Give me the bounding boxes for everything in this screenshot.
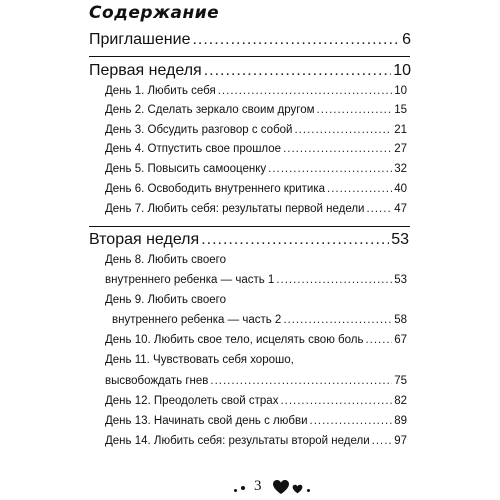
toc-page-number: 97 <box>394 435 407 447</box>
toc-entry-label: День 14. Любить себя: результаты второй недели <box>105 435 370 447</box>
dot-leader <box>327 183 392 195</box>
toc-page-number: 6 <box>402 31 411 48</box>
small-heart-icon <box>292 482 303 492</box>
dot-leader <box>276 274 392 286</box>
toc-entry-label: День 7. Любить себя: результаты первой недели <box>105 203 365 215</box>
toc-entry-day-3[interactable] <box>105 124 407 136</box>
toc-entry-day-2[interactable] <box>105 104 407 116</box>
toc-page-number: 58 <box>394 314 407 326</box>
toc-page-number: 47 <box>394 203 407 215</box>
toc-entry-label: День 5. Повысить самооценку <box>105 163 267 175</box>
heart-icon <box>272 479 290 495</box>
toc-entry-day-4[interactable] <box>105 143 407 155</box>
toc-entry-day-1[interactable] <box>105 85 407 97</box>
dot-leader <box>283 143 392 155</box>
toc-section-week2[interactable] <box>89 231 409 249</box>
toc-page-number: 75 <box>394 375 407 387</box>
toc-entry-day-13[interactable] <box>105 415 407 427</box>
dot-leader <box>204 62 391 80</box>
toc-entry-label: внутреннего ребенка — часть 2 <box>112 314 282 326</box>
section-divider <box>89 226 410 227</box>
toc-entry-label: День 4. Отпустить свое прошлое <box>105 143 282 155</box>
toc-entry-day-11-line1[interactable]: День 11. Чувствовать себя хорошо, <box>105 354 294 366</box>
toc-entry-day-8-line1[interactable]: День 8. Любить своего <box>105 254 227 266</box>
dot-leader <box>201 231 389 249</box>
dot-leader <box>283 314 392 326</box>
toc-page-number: 67 <box>394 334 407 346</box>
toc-entry-label: День 13. Начинать свой день с любви <box>105 415 308 427</box>
toc-page-number: 15 <box>394 104 407 116</box>
dot-leader <box>310 415 393 427</box>
dot-leader <box>372 435 393 447</box>
toc-page-number: 53 <box>391 231 409 248</box>
toc-entry-label: День 2. Сделать зеркало своим другом <box>105 104 315 116</box>
toc-entry-day-9[interactable] <box>112 314 407 326</box>
page-number: 3 <box>254 478 262 494</box>
dot-leader <box>210 375 392 387</box>
footer-dot-ornament <box>307 489 310 492</box>
toc-page-number: 10 <box>393 62 411 79</box>
toc-entry-label: День 6. Освободить внутреннего критика <box>105 183 326 195</box>
toc-entry-label: внутреннего ребенка — часть 1 <box>105 274 275 286</box>
dot-leader <box>294 124 392 136</box>
dot-leader <box>280 395 392 407</box>
footer-dot-ornament <box>234 489 237 492</box>
toc-entry-day-8[interactable] <box>105 274 407 286</box>
dot-leader <box>268 163 392 175</box>
toc-page-number: 27 <box>394 143 407 155</box>
toc-section-week1[interactable] <box>89 62 411 80</box>
dot-leader <box>192 31 400 49</box>
dot-leader <box>365 334 392 346</box>
toc-entry-day-12[interactable] <box>105 395 407 407</box>
toc-entry-day-14[interactable] <box>105 435 407 447</box>
toc-page-number: 10 <box>394 85 407 97</box>
dot-leader <box>366 203 392 215</box>
footer-dot-ornament <box>241 486 245 490</box>
toc-page-number: 53 <box>394 274 407 286</box>
toc-page-number: 40 <box>394 183 407 195</box>
toc-page-number: 21 <box>394 124 407 136</box>
toc-entry-label: День 10. Любить свое тело, исцелять свою боль <box>105 334 364 346</box>
toc-page-number: 32 <box>394 163 407 175</box>
contents-heading: Содержание <box>89 3 220 23</box>
toc-entry-day-10[interactable] <box>105 334 407 346</box>
toc-section-label: Первая неделя <box>89 62 202 79</box>
toc-page-number: 82 <box>394 395 407 407</box>
toc-entry-label: День 1. Любить себя <box>105 85 216 97</box>
dot-leader <box>317 104 393 116</box>
toc-entry-label: День 3. Обсудить разговор с собой <box>105 124 293 136</box>
toc-entry-day-11[interactable] <box>105 375 407 387</box>
toc-entry-intro[interactable] <box>89 31 411 49</box>
section-divider <box>89 56 410 57</box>
toc-entry-label: День 12. Преодолеть свой страх <box>105 395 279 407</box>
page-footer <box>226 479 326 497</box>
dot-leader <box>218 85 392 97</box>
toc-entry-day-6[interactable] <box>105 183 407 195</box>
toc-entry-day-9-line1[interactable]: День 9. Любить своего <box>105 294 227 306</box>
toc-page-number: 89 <box>394 415 407 427</box>
toc-entry-label: Приглашение <box>89 31 191 48</box>
toc-entry-day-7[interactable] <box>105 203 407 215</box>
toc-section-label: Вторая неделя <box>89 231 200 248</box>
toc-entry-label: высвобождать гнев <box>105 375 209 387</box>
toc-entry-day-5[interactable] <box>105 163 407 175</box>
